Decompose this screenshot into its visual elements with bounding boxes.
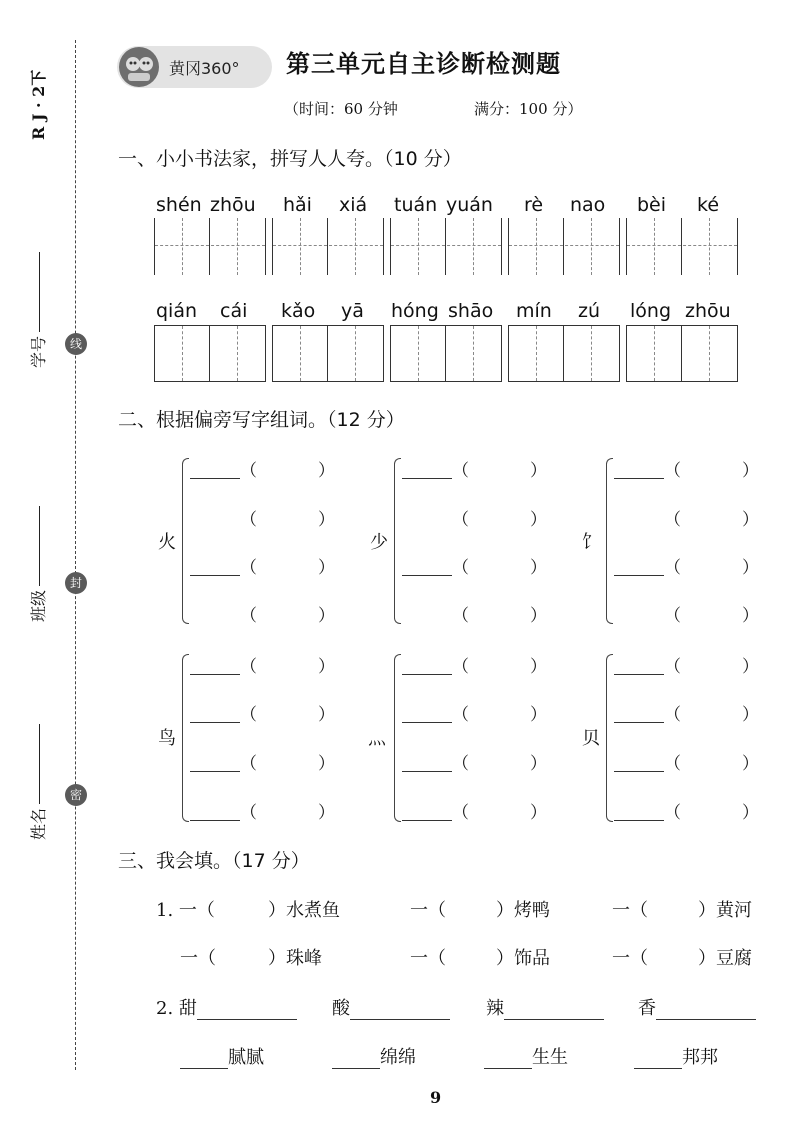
page-number: 9	[430, 1088, 442, 1107]
seal-seal-mark: 封	[65, 572, 87, 594]
q1-prefix: 一（	[180, 948, 216, 969]
q2-label: 香	[638, 998, 656, 1019]
q1-prefix: 一（	[612, 948, 648, 969]
answer-blank[interactable]	[402, 674, 452, 675]
open-paren: （	[664, 754, 681, 774]
close-paren: ）	[530, 510, 547, 530]
mascot-icon	[119, 47, 159, 87]
student-no-field	[26, 252, 49, 368]
open-paren: （	[452, 606, 469, 626]
open-paren: （	[240, 754, 257, 774]
pinyin: xiá	[339, 194, 368, 216]
answer-blank[interactable]	[402, 771, 452, 772]
answer-blank[interactable]	[402, 820, 452, 821]
seal-line-mark: 线	[65, 333, 87, 355]
q2-label: 2. 甜	[156, 998, 197, 1019]
pinyin: lóng	[630, 300, 672, 322]
answer-blank[interactable]	[190, 478, 240, 479]
open-paren: （	[452, 705, 469, 725]
writing-grid[interactable]	[626, 218, 738, 275]
section-2-title: 二、根据偏旁写字组词。（12 分）	[118, 409, 405, 431]
close-paren: ）	[742, 803, 759, 823]
close-paren: ）	[318, 705, 335, 725]
open-paren: （	[240, 705, 257, 725]
name-label: 姓名	[29, 807, 48, 840]
close-paren: ）	[530, 461, 547, 481]
q1-item: ）珠峰	[268, 948, 322, 969]
q2-label: 生生	[532, 1047, 568, 1068]
open-paren: （	[240, 510, 257, 530]
brace	[606, 654, 613, 822]
close-paren: ）	[530, 606, 547, 626]
close-paren: ）	[742, 558, 759, 578]
close-paren: ）	[530, 657, 547, 677]
open-paren: （	[664, 657, 681, 677]
student-no-blank[interactable]	[39, 252, 40, 332]
pinyin: shén	[156, 194, 202, 216]
answer-blank[interactable]	[614, 674, 664, 675]
q1-item: ）饰品	[496, 948, 550, 969]
open-paren: （	[664, 606, 681, 626]
close-paren: ）	[530, 558, 547, 578]
pinyin: zhōu	[210, 194, 256, 216]
radical-label: 少	[370, 532, 388, 553]
pinyin: hóng	[391, 300, 439, 322]
q1-prefix: 一（	[410, 900, 446, 921]
brand-label: 黄冈360°	[169, 59, 240, 78]
close-paren: ）	[318, 510, 335, 530]
q2-word	[484, 1043, 568, 1069]
writing-grid[interactable]	[626, 325, 738, 382]
writing-grid[interactable]	[390, 325, 502, 382]
radical-label: 灬	[368, 728, 386, 749]
answer-blank[interactable]	[634, 1068, 682, 1069]
answer-blank[interactable]	[402, 722, 452, 723]
answer-blank[interactable]	[190, 674, 240, 675]
writing-grid[interactable]	[508, 218, 620, 275]
answer-blank[interactable]	[197, 1019, 297, 1020]
q1-item: ）烤鸭	[496, 900, 550, 921]
answer-blank[interactable]	[402, 478, 452, 479]
q2-word	[638, 994, 756, 1020]
open-paren: （	[664, 705, 681, 725]
pinyin: rè	[524, 194, 544, 216]
q2-label: 辣	[486, 998, 504, 1019]
q2-label: 绵绵	[380, 1047, 416, 1068]
close-paren: ）	[742, 606, 759, 626]
q2-label: 酸	[332, 998, 350, 1019]
open-paren: （	[240, 461, 257, 481]
class-field	[26, 506, 49, 622]
section-3-title: 三、我会填。（17 分）	[118, 850, 310, 872]
q2-label: 腻腻	[228, 1047, 264, 1068]
open-paren: （	[452, 657, 469, 677]
open-paren: （	[664, 558, 681, 578]
brace	[394, 654, 401, 822]
answer-blank[interactable]	[350, 1019, 450, 1020]
pinyin: bèi	[637, 194, 667, 216]
brace	[394, 458, 401, 624]
writing-grid[interactable]	[390, 218, 502, 275]
open-paren: （	[452, 461, 469, 481]
page-title: 第三单元自主诊断检测题	[286, 50, 561, 78]
pinyin: tuán	[394, 194, 438, 216]
close-paren: ）	[318, 461, 335, 481]
name-field	[26, 724, 49, 840]
radical-label: 贝	[582, 728, 600, 749]
answer-blank[interactable]	[190, 722, 240, 723]
open-paren: （	[452, 803, 469, 823]
answer-blank[interactable]	[504, 1019, 604, 1020]
pinyin: zú	[578, 300, 601, 322]
close-paren: ）	[318, 803, 335, 823]
open-paren: （	[452, 558, 469, 578]
q1-prefix: 一（	[612, 900, 648, 921]
radical-label: 饣	[582, 532, 600, 553]
brace	[182, 654, 189, 822]
full-score: 满分：100 分）	[474, 100, 583, 118]
q2-word	[332, 994, 450, 1020]
grade-label: R J · 2下	[29, 69, 48, 140]
answer-blank[interactable]	[332, 1068, 380, 1069]
answer-blank[interactable]	[180, 1068, 228, 1069]
pinyin: yuán	[446, 194, 493, 216]
answer-blank[interactable]	[190, 575, 240, 576]
writing-grid[interactable]	[154, 218, 266, 275]
writing-grid[interactable]	[272, 325, 384, 382]
open-paren: （	[240, 606, 257, 626]
open-paren: （	[664, 461, 681, 481]
answer-blank[interactable]	[484, 1068, 532, 1069]
answer-blank[interactable]	[614, 820, 664, 821]
pinyin: ké	[697, 194, 720, 216]
close-paren: ）	[318, 754, 335, 774]
pinyin: hǎi	[283, 194, 312, 216]
answer-blank[interactable]	[614, 771, 664, 772]
section-1-title: 一、小小书法家，拼写人人夸。（10 分）	[118, 148, 462, 170]
pinyin: nao	[570, 194, 606, 216]
writing-grid[interactable]	[154, 325, 266, 382]
binding-line	[75, 40, 76, 1070]
open-paren: （	[240, 657, 257, 677]
q2-label: 邦邦	[682, 1047, 718, 1068]
close-paren: ）	[742, 754, 759, 774]
time-limit: （时间：60 分钟	[284, 100, 398, 118]
q1-prefix: 一（	[410, 948, 446, 969]
close-paren: ）	[318, 558, 335, 578]
q2-word	[634, 1043, 718, 1069]
close-paren: ）	[742, 510, 759, 530]
class-blank[interactable]	[39, 506, 40, 586]
answer-blank[interactable]	[402, 575, 452, 576]
pinyin: mín	[516, 300, 552, 322]
answer-blank[interactable]	[190, 771, 240, 772]
radical-label: 鸟	[158, 728, 176, 749]
brace	[606, 458, 613, 624]
q2-word	[180, 1043, 264, 1069]
name-blank[interactable]	[39, 724, 40, 804]
answer-blank[interactable]	[190, 820, 240, 821]
answer-blank[interactable]	[614, 722, 664, 723]
pinyin: kǎo	[281, 300, 316, 322]
q2-word	[486, 994, 604, 1020]
writing-grid[interactable]	[508, 325, 620, 382]
open-paren: （	[240, 558, 257, 578]
open-paren: （	[240, 803, 257, 823]
radical-label: 火	[158, 532, 176, 553]
seal-dense-mark: 密	[65, 784, 87, 806]
close-paren: ）	[318, 657, 335, 677]
q1-prefix: 1. 一（	[156, 900, 215, 921]
open-paren: （	[452, 754, 469, 774]
class-label: 班级	[29, 589, 48, 622]
answer-blank[interactable]	[656, 1019, 756, 1020]
brace	[182, 458, 189, 624]
close-paren: ）	[318, 606, 335, 626]
close-paren: ）	[742, 705, 759, 725]
pinyin: cái	[220, 300, 248, 322]
close-paren: ）	[530, 754, 547, 774]
pinyin: yā	[341, 300, 364, 322]
student-no-label: 学号	[29, 335, 48, 368]
pinyin: shāo	[448, 300, 494, 322]
close-paren: ）	[742, 461, 759, 481]
answer-blank[interactable]	[614, 575, 664, 576]
open-paren: （	[664, 803, 681, 823]
q1-item: ）黄河	[698, 900, 752, 921]
brand-badge	[117, 46, 272, 88]
q1-item: ）豆腐	[698, 948, 752, 969]
close-paren: ）	[742, 657, 759, 677]
answer-blank[interactable]	[614, 478, 664, 479]
open-paren: （	[452, 510, 469, 530]
close-paren: ）	[530, 705, 547, 725]
q1-item: ）水煮鱼	[268, 900, 340, 921]
q2-word	[156, 994, 297, 1020]
q2-word	[332, 1043, 416, 1069]
open-paren: （	[664, 510, 681, 530]
pinyin: zhōu	[685, 300, 731, 322]
close-paren: ）	[530, 803, 547, 823]
pinyin: qián	[156, 300, 198, 322]
writing-grid[interactable]	[272, 218, 384, 275]
